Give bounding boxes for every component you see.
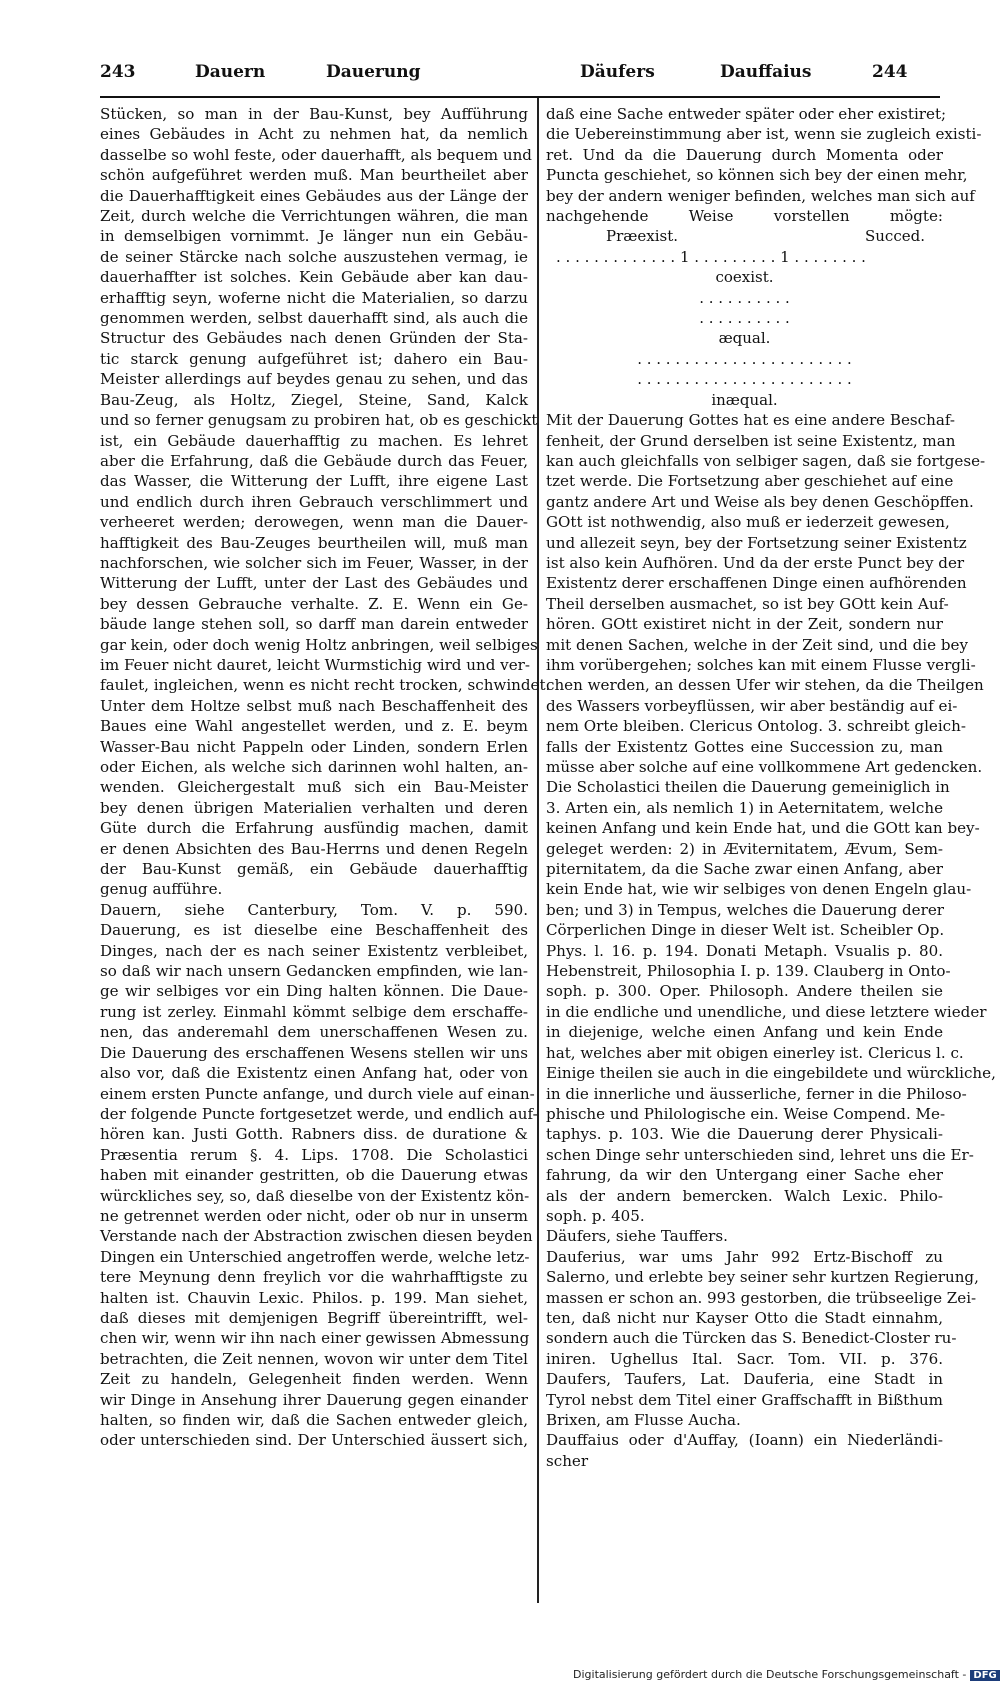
text-line: wenden. Gleichergestalt muß sich ein Bau-Meister (100, 778, 528, 797)
text-line: gantz andere Art und Weise als bey denen Geschöpffen. (546, 492, 974, 511)
text-line: einem ersten Puncte anfange, und durch viele auf einan- (100, 1084, 535, 1103)
text-line: keinen Anfang und kein Ende hat, und die GOtt kan bey- (546, 819, 980, 838)
column-divider (537, 98, 539, 1603)
text-line: nachforschen, wie solcher sich im Feuer, Wasser, in der (100, 553, 528, 572)
text-line: Salerno, und erlebte bey seiner sehr kurtzen Regierung, (546, 1268, 979, 1287)
text-line: daß dieses mit demjenigen Begriff übereintrifft, wel- (100, 1308, 528, 1327)
text-line: falls der Existentz Gottes eine Succession zu, man (546, 737, 943, 756)
text-line: hat, welches aber mit obigen einerley ist. Clericus l. c. (546, 1043, 964, 1062)
text-line: müsse aber solche auf eine vollkommene Art gedencken. (546, 758, 983, 776)
diagram-dots-row-3: . . . . . . . . . . (699, 309, 790, 328)
text-line: Dingen ein Unterschied angetroffen werde, welche letz- (100, 1247, 530, 1266)
text-line: aber die Erfahrung, daß die Gebäude durch das Feuer, (100, 451, 528, 470)
text-line: tic starck genung aufgeführet ist; dahero ein Bau- (100, 349, 528, 368)
footer-credit-text: Digitalisierung gefördert durch die Deutsche Forschungsgemeinschaft - (573, 1668, 967, 1681)
text-line: ten, daß nicht nur Kayser Otto die Stadt einnahm, (546, 1308, 943, 1327)
text-line: Tyrol nebst dem Titel einer Graffschafft in Bißthum (546, 1390, 943, 1409)
text-line: fenheit, der Grund derselben ist seine Existentz, man (546, 431, 956, 450)
text-line: soph. p. 405. (546, 1206, 645, 1225)
text-line: schön aufgeführet werden muß. Man beurtheilet aber (100, 166, 528, 185)
text-line: Phys. l. 16. p. 194. Donati Metaph. Vsualis p. 80. (546, 941, 943, 960)
right-column (546, 104, 996, 1471)
text-line: ihm vorübergehen; solches kan mit einem Flusse vergli- (546, 655, 976, 674)
text-line: ist, ein Gebäude dauerhafftig zu machen. Es lehret (100, 431, 528, 450)
text-line: ne getrennet werden oder nicht, oder ob nur in unserm (100, 1206, 528, 1225)
text-line: Cörperlichen Dinge in dieser Welt ist. Scheibler Op. (546, 921, 945, 940)
text-line: gar kein, oder doch wenig Holtz anbringen, weil selbiges (100, 635, 538, 654)
diagram-praeexist-label: Præexist. (606, 227, 678, 246)
text-line: Däufers, siehe Tauffers. (546, 1227, 728, 1246)
text-line: scher (546, 1451, 589, 1470)
text-line: Wasser-Bau nicht Pappeln oder Linden, sondern Erlen (100, 737, 528, 756)
text-line: das Wasser, die Witterung der Lufft, ihre eigene Last (100, 472, 528, 491)
text-line: würckliches sey, so, daß dieselbe von der Existentz kön- (100, 1186, 530, 1205)
text-line: oder unterschieden sind. Der Unterschied äussert sich, (100, 1431, 528, 1450)
text-line: Stücken, so man in der Bau-Kunst, bey Aufführung (100, 105, 528, 123)
text-line: massen er schon an. 993 gestorben, die trübseelige Zei- (546, 1288, 977, 1307)
text-line: erhafftig seyn, woferne nicht die Materialien, so darzu (100, 288, 528, 307)
text-line: in die innerliche und äusserliche, ferner in die Philoso- (546, 1084, 967, 1103)
text-line: Güte durch die Erfahrung ausfündig machen, damit (100, 819, 528, 838)
text-line: verheeret werden; derowegen, wenn man die Dauer- (100, 513, 528, 532)
text-line: dasselbe so wohl feste, oder dauerhafft, als bequem und (100, 145, 532, 164)
text-line: der folgende Puncte fortgesetzet werde, und endlich auf- (100, 1104, 538, 1123)
text-line: mit denen Sachen, welche in der Zeit sind, und die bey (546, 635, 968, 654)
diagram-coexist-label: coexist. (715, 268, 774, 287)
text-line: der Bau-Kunst gemäß, ein Gebäude dauerhafftig (100, 860, 528, 879)
text-line: Zeit zu handeln, Gelegenheit finden werden. Wenn (100, 1370, 528, 1389)
text-line: Existentz derer erschaffenen Dinge einen aufhörenden (546, 574, 967, 593)
text-line: fahrung, da wir den Untergang einer Sache eher (546, 1166, 943, 1185)
text-line: Einige theilen sie auch in die eingebildete und würckliche, (546, 1064, 996, 1083)
text-line: oder Eichen, als welche sich darinnen wohl halten, an- (100, 758, 528, 776)
text-line: tere Meynung denn freylich vor die wahrhafftigste zu (100, 1268, 528, 1287)
left-page-number: 243 (100, 62, 136, 82)
text-line: halten ist. Chauvin Lexic. Philos. p. 199. Man siehet, (100, 1288, 528, 1307)
text-line: faulet, ingleichen, wenn es nicht recht trocken, schwindet. (100, 676, 551, 695)
right-catchword-1: Däufers (580, 62, 655, 82)
text-line: Meister allerdings auf beydes genau zu sehen, und das (100, 370, 528, 389)
text-line: piternitatem, da die Sache zwar einen Anfang, aber (546, 860, 943, 879)
text-line: also vor, daß die Existentz einen Anfang hat, oder von (100, 1064, 528, 1083)
right-catchword-2: Dauffaius (720, 62, 812, 82)
text-line: als der andern bemercken. Walch Lexic. Philo- (546, 1186, 943, 1205)
text-line: haben mit einander gestritten, ob die Dauerung etwas (100, 1166, 528, 1185)
text-line: halten, so finden wir, daß die Sachen entweder gleich, (100, 1411, 528, 1429)
duration-diagram (546, 226, 943, 410)
text-line: Die Dauerung des erschaffenen Wesens stellen wir uns (100, 1043, 528, 1062)
text-line: Dauern, siehe Canterbury, Tom. V. p. 590. (100, 900, 528, 919)
text-line: GOtt ist nothwendig, also muß er iederzeit gewesen, (546, 513, 950, 532)
diagram-dots-row-4: . . . . . . . . . . . . . . . . . . . . . . . (637, 349, 852, 368)
text-line: Unter dem Holtze selbst muß nach Beschaffenheit des (100, 696, 528, 715)
text-line: genug aufführe. (100, 880, 223, 899)
text-line: Dauerung, es ist dieselbe eine Beschaffenheit des (100, 921, 528, 940)
text-line: bey dessen Gebrauche verhalte. Z. E. Wenn ein Ge- (100, 594, 528, 613)
text-line: bey der andern weniger befinden, welches man sich auf (546, 186, 975, 205)
diagram-dots-row-2: . . . . . . . . . . (699, 288, 790, 307)
text-line: bäude lange stehen soll, so darff man darein entweder (100, 615, 528, 634)
text-line: des Wassers vorbeyflüssen, wir aber beständig auf ei- (546, 696, 958, 715)
text-line: kein Ende hat, wie wir selbiges von denen Engeln glau- (546, 880, 972, 899)
text-line: kan auch gleichfalls von selbiger sagen, daß sie fortgese- (546, 451, 986, 470)
text-line: Daufers, Taufers, Lat. Dauferia, eine Stadt in (546, 1370, 943, 1389)
digitization-footer (573, 1668, 1000, 1681)
text-line: und endlich durch ihren Gebrauch verschlimmert und (100, 492, 528, 511)
text-line: und so ferner genugsam zu probiren hat, ob es geschickt (100, 411, 538, 430)
running-header (100, 62, 940, 94)
text-line: de seiner Stärcke nach solche auszustehen vermag, ie (100, 247, 528, 266)
text-line: im Feuer nicht dauret, leicht Wurmstichig wird und ver- (100, 655, 530, 674)
diagram-succed-label: Succed. (865, 227, 925, 246)
text-line: Theil derselben ausmachet, so ist bey GOtt kein Auf- (546, 594, 949, 613)
diagram-dots-row-1: . . . . . . . . . . . . . 1 . . . . . . . . . 1 . . . . . . . . (556, 247, 866, 266)
text-line: Structur des Gebäudes nach denen Gründen der Sta- (100, 329, 528, 348)
text-line: bey denen übrigen Materialien verhalten und deren (100, 798, 528, 817)
right-column-text-after-diagram (546, 410, 996, 1471)
text-line: ret. Und da die Dauerung durch Momenta oder (546, 145, 943, 164)
text-line: tzet werde. Die Fortsetzung aber geschiehet auf eine (546, 472, 954, 491)
text-line: in diejenige, welche einen Anfang und kein Ende (546, 1023, 943, 1042)
text-line: Dinges, nach der es nach seiner Existentz verbleibet, (100, 941, 528, 960)
text-line: betrachten, die Zeit nennen, wovon wir unter dem Titel (100, 1349, 528, 1368)
text-line: Verstande nach der Abstraction zwischen diesen beyden (100, 1227, 533, 1246)
text-line: Mit der Dauerung Gottes hat es eine andere Beschaf- (546, 411, 955, 430)
text-line: und allezeit seyn, bey der Fortsetzung seiner Existentz (546, 533, 967, 552)
text-line: ge wir selbiges vor ein Ding halten können. Die Daue- (100, 982, 528, 1001)
text-line: nachgehende Weise vorstellen mögte: (546, 207, 943, 226)
text-line: die Uebereinstimmung aber ist, wenn sie zugleich existi- (546, 125, 982, 144)
text-line: wir Dinge in Ansehung ihrer Dauerung gegen einander (100, 1390, 528, 1409)
text-line: phische und Philologische ein. Weise Compend. Me- (546, 1104, 946, 1123)
text-line: nem Orte bleiben. Clericus Ontolog. 3. schreibt gleich- (546, 717, 966, 736)
text-line: eines Gebäudes in Acht zu nehmen hat, da nemlich (100, 125, 528, 144)
text-line: ben; und 3) in Tempus, welches die Dauerung derer (546, 900, 944, 919)
text-line: Præsentia rerum §. 4. Lips. 1708. Die Scholastici (100, 1145, 528, 1164)
text-line: dauerhaffter ist solches. Kein Gebäude aber kan dau- (100, 268, 528, 287)
text-line: genommen werden, selbst dauerhafft sind, als auch die (100, 309, 528, 328)
text-line: chen wir, wenn wir ihn nach einer gewissen Abmessung (100, 1329, 530, 1348)
text-line: 3. Arten ein, als nemlich 1) in Aeternitatem, welche (546, 798, 943, 817)
text-line: taphys. p. 103. Wie die Dauerung derer Physicali- (546, 1125, 943, 1144)
dfg-logo: DFG (970, 1670, 999, 1681)
text-line: nen, das anderemahl dem unerschaffenen Wesen zu. (100, 1023, 528, 1042)
text-line: Die Scholastici theilen die Dauerung gemeiniglich in (546, 778, 950, 797)
text-line: hören kan. Justi Gotth. Rabners diss. de duratione & (100, 1125, 528, 1144)
text-line: hören. GOtt existiret nicht in der Zeit, sondern nur (546, 615, 943, 634)
text-line: Dauferius, war ums Jahr 992 Ertz-Bischoff zu (546, 1247, 943, 1266)
text-line: in demselbigen vornimmt. Je länger nun ein Gebäu- (100, 227, 528, 246)
text-line: Zeit, durch welche die Verrichtungen währen, die man (100, 207, 528, 226)
text-line: chen werden, an dessen Ufer wir stehen, da die Theilgen (546, 676, 984, 695)
text-line: Bau-Zeug, als Holtz, Ziegel, Steine, Sand, Kalck (100, 390, 528, 409)
text-line: soph. p. 300. Oper. Philosoph. Andere theilen sie (546, 982, 943, 1001)
text-line: Hebenstreit, Philosophia I. p. 139. Clauberg in Onto- (546, 962, 951, 981)
text-line: Brixen, am Flusse Aucha. (546, 1411, 741, 1429)
right-page-number: 244 (872, 62, 908, 82)
right-column-text-before-diagram (546, 104, 982, 226)
text-line: hafftigkeit des Bau-Zeuges beurtheilen will, muß man (100, 533, 528, 552)
text-line: geleget werden: 2) in Æviternitatem, Ævum, Sem- (546, 839, 943, 858)
text-line: rung ist zerley. Einmahl kömmt selbige dem erschaffe- (100, 1002, 528, 1021)
left-catchword-2: Dauerung (326, 62, 421, 82)
text-line: in die endliche und unendliche, und diese letztere wieder (546, 1002, 987, 1021)
text-line: die Dauerhafftigkeit eines Gebäudes aus der Länge der (100, 186, 528, 205)
text-line: Baues eine Wahl angestellet werden, und z. E. beym (100, 717, 528, 736)
text-line: er denen Absichten des Bau-Herrns und denen Regeln (100, 839, 528, 858)
text-line: iniren. Ughellus Ital. Sacr. Tom. VII. p. 376. (546, 1349, 943, 1368)
text-line: daß eine Sache entweder später oder eher existiret; (546, 105, 947, 123)
left-catchword-1: Dauern (195, 62, 266, 82)
diagram-dots-row-5: . . . . . . . . . . . . . . . . . . . . . . . (637, 370, 852, 389)
text-line: sondern auch die Türcken das S. Benedict-Closter ru- (546, 1329, 957, 1348)
text-line: schen Dinge sehr unterschieden sind, lehret uns die Er- (546, 1145, 974, 1164)
text-line: Witterung der Lufft, unter der Last des Gebäudes und (100, 574, 528, 593)
diagram-inaequal-label: inæqual. (711, 390, 778, 409)
diagram-aequal-label: æqual. (718, 329, 771, 348)
text-line: Dauffaius oder d'Auffay, (Ioann) ein Niederländi- (546, 1431, 943, 1450)
text-line: Puncta geschiehet, so können sich bey der einen mehr, (546, 166, 968, 185)
text-line: ist also kein Aufhören. Und da der erste Punct bey der (546, 553, 965, 572)
left-column (100, 104, 551, 1451)
text-line: so daß wir nach unsern Gedancken empfinden, wie lan- (100, 962, 528, 981)
header-rule (100, 96, 940, 98)
